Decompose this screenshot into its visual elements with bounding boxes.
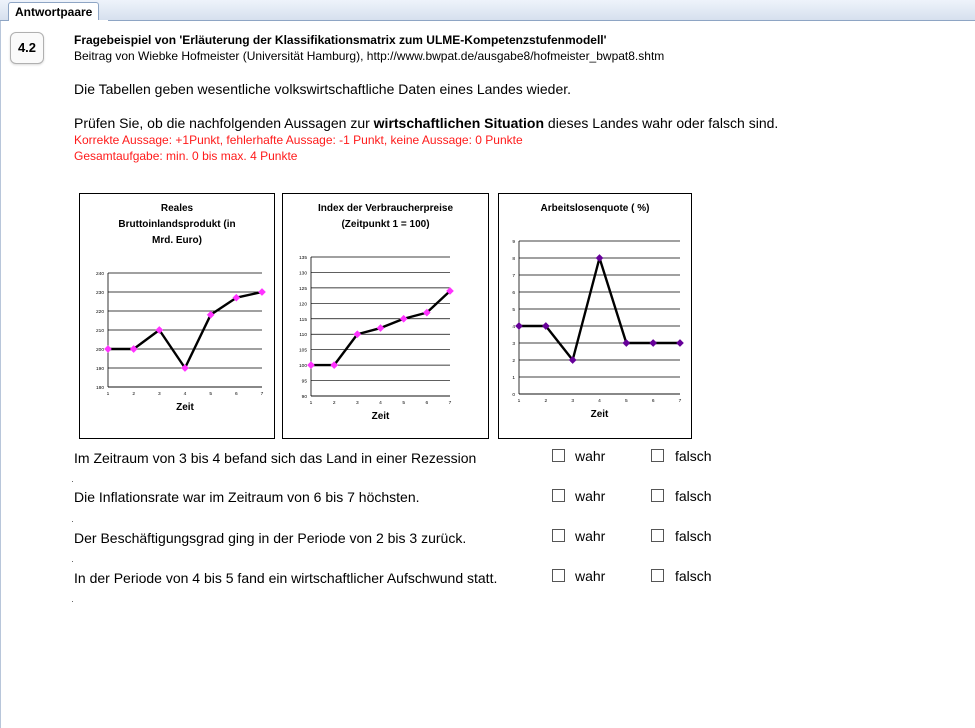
chart-unemployment xyxy=(498,193,692,439)
false-label: falsch xyxy=(675,488,712,504)
false-label: falsch xyxy=(675,528,712,544)
x-tick-label: 5 xyxy=(209,392,213,397)
y-tick-label: 240 xyxy=(95,272,104,277)
y-tick-label: 200 xyxy=(95,348,104,353)
data-point xyxy=(258,288,265,295)
separator-dot xyxy=(72,601,73,602)
false-checkbox[interactable] xyxy=(651,489,664,502)
y-tick-label: 115 xyxy=(299,317,307,323)
x-tick-label: 2 xyxy=(544,399,548,404)
x-tick-label: 5 xyxy=(624,399,628,404)
x-tick-label: 2 xyxy=(332,401,336,406)
x-tick-label: 1 xyxy=(106,392,110,397)
y-tick-label: 90 xyxy=(301,395,307,400)
y-tick-label: 5 xyxy=(512,308,515,313)
y-tick-label: 0 xyxy=(512,393,515,398)
y-tick-label: 210 xyxy=(95,329,104,334)
x-tick-label: 2 xyxy=(132,392,136,397)
x-axis-label: Zeit xyxy=(371,411,390,422)
chart-title-line: Reales xyxy=(160,203,194,214)
x-axis-label: Zeit xyxy=(176,402,194,413)
chart-cpi xyxy=(282,193,489,439)
false-checkbox[interactable] xyxy=(651,449,664,462)
instruction-bold: wirtschaftlichen Situation xyxy=(373,115,545,131)
instruction-before: Prüfen Sie, ob die nachfolgenden Aussagen zur xyxy=(74,115,374,131)
x-tick-label: 3 xyxy=(157,392,161,397)
x-axis-label: Zeit xyxy=(590,409,609,420)
instruction-after: dieses Landes wahr oder falsch sind. xyxy=(544,115,779,131)
x-tick-label: 7 xyxy=(678,399,682,404)
false-checkbox[interactable] xyxy=(651,529,664,542)
y-tick-label: 135 xyxy=(298,256,307,261)
data-point xyxy=(676,339,683,346)
false-label: falsch xyxy=(675,568,712,584)
y-tick-label: 220 xyxy=(95,310,104,315)
separator-dot xyxy=(72,561,73,562)
true-checkbox[interactable] xyxy=(552,529,565,542)
y-tick-label: 125 xyxy=(298,286,307,292)
data-point xyxy=(515,322,522,329)
false-label: falsch xyxy=(675,448,712,464)
true-label: wahr xyxy=(575,528,606,544)
chart-title-line: Index der Verbraucherpreise xyxy=(317,203,454,214)
y-tick-label: 180 xyxy=(95,386,104,391)
question-text: Der Beschäftigungsgrad ging in der Periode von 2 bis 3 zurück. xyxy=(74,530,467,546)
y-tick-label: 120 xyxy=(298,302,307,308)
data-point xyxy=(650,339,657,346)
chart-svg xyxy=(80,194,274,438)
x-tick-label: 7 xyxy=(448,401,452,406)
x-tick-label: 4 xyxy=(598,399,601,404)
data-point xyxy=(377,324,384,331)
x-tick-label: 1 xyxy=(517,399,521,404)
true-label: wahr xyxy=(575,568,606,584)
question-source: Beitrag von Wiebke Hofmeister (Universität Hamburg), http://www.bwpat.de/ausgabe8/hofmeister_bwpat8.shtm xyxy=(74,49,665,63)
y-tick-label: 105 xyxy=(298,348,307,354)
true-checkbox[interactable] xyxy=(552,489,565,502)
question-text: In der Periode von 4 bis 5 fand ein wirtschaftlicher Aufschwund statt. xyxy=(74,570,498,586)
true-label: wahr xyxy=(575,448,606,464)
x-tick-label: 3 xyxy=(571,399,575,404)
y-tick-label: 230 xyxy=(95,291,104,296)
chart-svg xyxy=(499,194,691,438)
data-point xyxy=(623,339,630,346)
true-checkbox[interactable] xyxy=(552,569,565,582)
y-tick-label: 100 xyxy=(298,364,307,370)
question-text: Die Inflationsrate war im Zeitraum von 6 bis 7 höchsten. xyxy=(74,489,420,505)
data-point xyxy=(104,345,111,352)
item-number-badge: 4.2 xyxy=(10,32,44,64)
x-tick-label: 4 xyxy=(379,401,382,406)
x-tick-label: 6 xyxy=(234,392,238,397)
intro-text: Die Tabellen geben wesentliche volkswirtschaftliche Daten eines Landes wieder. xyxy=(74,81,572,97)
x-tick-label: 4 xyxy=(183,392,187,397)
x-tick-label: 5 xyxy=(402,401,406,406)
chart-title-line: Bruttoinlandsprodukt (in xyxy=(118,219,236,230)
true-checkbox[interactable] xyxy=(552,449,565,462)
y-tick-label: 95 xyxy=(301,379,307,385)
y-tick-label: 8 xyxy=(512,257,515,262)
x-tick-label: 3 xyxy=(355,401,359,406)
y-tick-label: 130 xyxy=(298,271,307,277)
y-tick-label: 7 xyxy=(512,274,515,279)
frame-border xyxy=(0,21,1,728)
false-checkbox[interactable] xyxy=(651,569,664,582)
data-point xyxy=(307,362,314,369)
x-tick-label: 7 xyxy=(260,392,264,397)
y-tick-label: 1 xyxy=(512,376,515,381)
scoring-rule-2: Gesamtaufgabe: min. 0 bis max. 4 Punkte xyxy=(74,149,298,163)
x-tick-label: 1 xyxy=(309,401,313,406)
chart-gdp xyxy=(79,193,275,439)
y-tick-label: 3 xyxy=(512,342,515,347)
x-tick-label: 6 xyxy=(425,401,429,406)
x-tick-label: 6 xyxy=(651,399,655,404)
chart-title-line: Arbeitslosenquote ( %) xyxy=(540,203,650,214)
y-tick-label: 110 xyxy=(299,333,307,339)
tab-antwortpaare[interactable]: Antwortpaare xyxy=(8,2,99,21)
y-tick-label: 9 xyxy=(512,240,515,245)
tab-bar xyxy=(0,0,975,21)
y-tick-label: 190 xyxy=(95,367,104,372)
instruction-text xyxy=(74,115,778,131)
y-tick-label: 4 xyxy=(512,325,515,330)
scoring-rule-1: Korrekte Aussage: +1Punkt, fehlerhafte Aussage: -1 Punkt, keine Aussage: 0 Punkte xyxy=(74,133,523,147)
tab-gap xyxy=(9,20,108,21)
chart-title-line: (Zeitpunkt 1 = 100) xyxy=(341,219,430,230)
separator-dot xyxy=(72,521,73,522)
separator-dot xyxy=(72,481,73,482)
data-point xyxy=(596,254,603,261)
y-tick-label: 2 xyxy=(512,359,515,364)
chart-title-line: Mrd. Euro) xyxy=(152,235,202,246)
true-label: wahr xyxy=(575,488,606,504)
question-text: Im Zeitraum von 3 bis 4 befand sich das Land in einer Rezession xyxy=(74,450,477,466)
data-point xyxy=(400,315,407,322)
chart-svg xyxy=(283,194,488,438)
question-title: Fragebeispiel von 'Erläuterung der Klassifikationsmatrix zum ULME-Kompetenzstufenmodell' xyxy=(74,33,607,47)
y-tick-label: 6 xyxy=(512,291,515,296)
